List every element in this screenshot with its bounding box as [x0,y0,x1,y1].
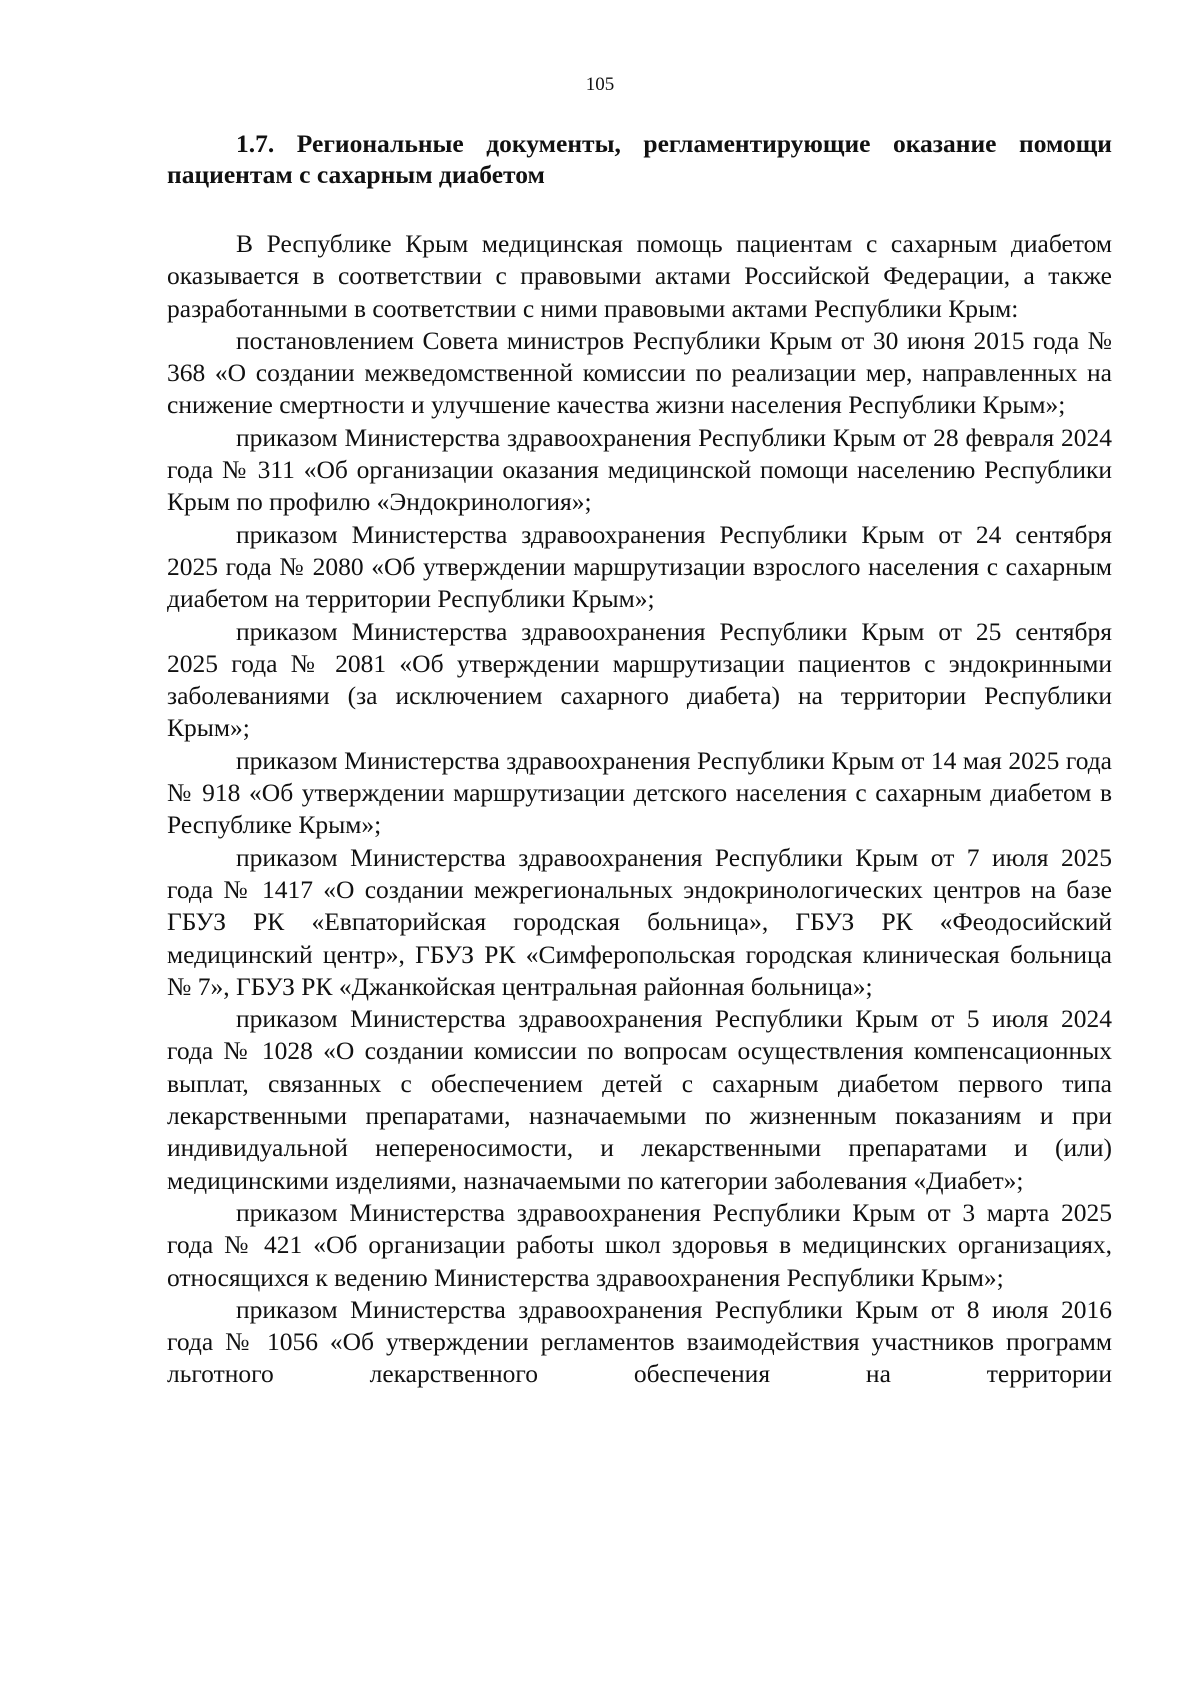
list-item: приказом Министерства здравоохранения Республики Крым от 25 сентября 2025 года № 2081 «Об утверждении маршрутизации пациентов с эндокринными заболеваниями (за исключением сахарного диабета) на территории Республики Крым»; [167,616,1112,743]
list-item: приказом Министерства здравоохранения Республики Крым от 28 февраля 2024 года № 311 «Об организации оказания медицинской помощи населению Республики Крым по профилю «Эндокринология»; [167,422,1112,517]
list-item: приказом Министерства здравоохранения Республики Крым от 14 мая 2025 года № 918 «Об утверждении маршрутизации детского населения с сахарным диабетом в Республике Крым»; [167,745,1112,840]
page-number: 105 [585,74,615,95]
intro-paragraph: В Республике Крым медицинская помощь пациентам с сахарным диабетом оказывается в соответствии с правовыми актами Российской Федерации, а также разработанными в соответствии с ними правовыми актами Республики Крым: [167,229,1112,323]
document-body [167,128,1112,1391]
list-item: приказом Министерства здравоохранения Республики Крым от 5 июля 2024 года № 1028 «О создании комиссии по вопросам осуществления компенсационных выплат, связанных с обеспечением детей с сахарным диабетом первого типа лекарственными препаратами, назначаемыми по жизненным показаниям и при индивидуальной непереносимости, и лекарственными препаратами и (или) медицинскими изделиями, назначаемыми по категории заболевания «Диабет»; [167,1004,1112,1195]
list-item: приказом Министерства здравоохранения Республики Крым от 24 сентября 2025 года № 2080 «Об утверждении маршрутизации взрослого населения с сахарным диабетом на территории Республики Крым»; [167,519,1112,614]
list-item: приказом Министерства здравоохранения Республики Крым от 7 июля 2025 года № 1417 «О создании межрегиональных эндокринологических центров на базе ГБУЗ РК «Евпаторийская городская больница», ГБУЗ РК «Феодосийский медицинский центр», ГБУЗ РК «Симферопольская городская клиническая больница № 7», ГБУЗ РК «Джанкойская центральная районная больница»; [167,842,1112,1001]
list-item: приказом Министерства здравоохранения Республики Крым от 3 марта 2025 года № 421 «Об организации работы школ здоровья в медицинских организациях, относящихся к ведению Министерства здравоохранения Республики Крым»; [167,1197,1112,1292]
list-item: постановлением Совета министров Республики Крым от 30 июня 2015 года № 368 «О создании межведомственной комиссии по реализации мер, направленных на снижение смертности и улучшение качества жизни населения Республики Крым»; [167,325,1112,420]
list-item: приказом Министерства здравоохранения Республики Крым от 8 июля 2016 года № 1056 «Об утверждении регламентов взаимодействия участников программ льготного лекарственного обеспечения на территории [167,1294,1112,1389]
section-heading: 1.7. Региональные документы, регламентирующие оказание помощи пациентам с сахарным диабетом [167,129,1112,189]
